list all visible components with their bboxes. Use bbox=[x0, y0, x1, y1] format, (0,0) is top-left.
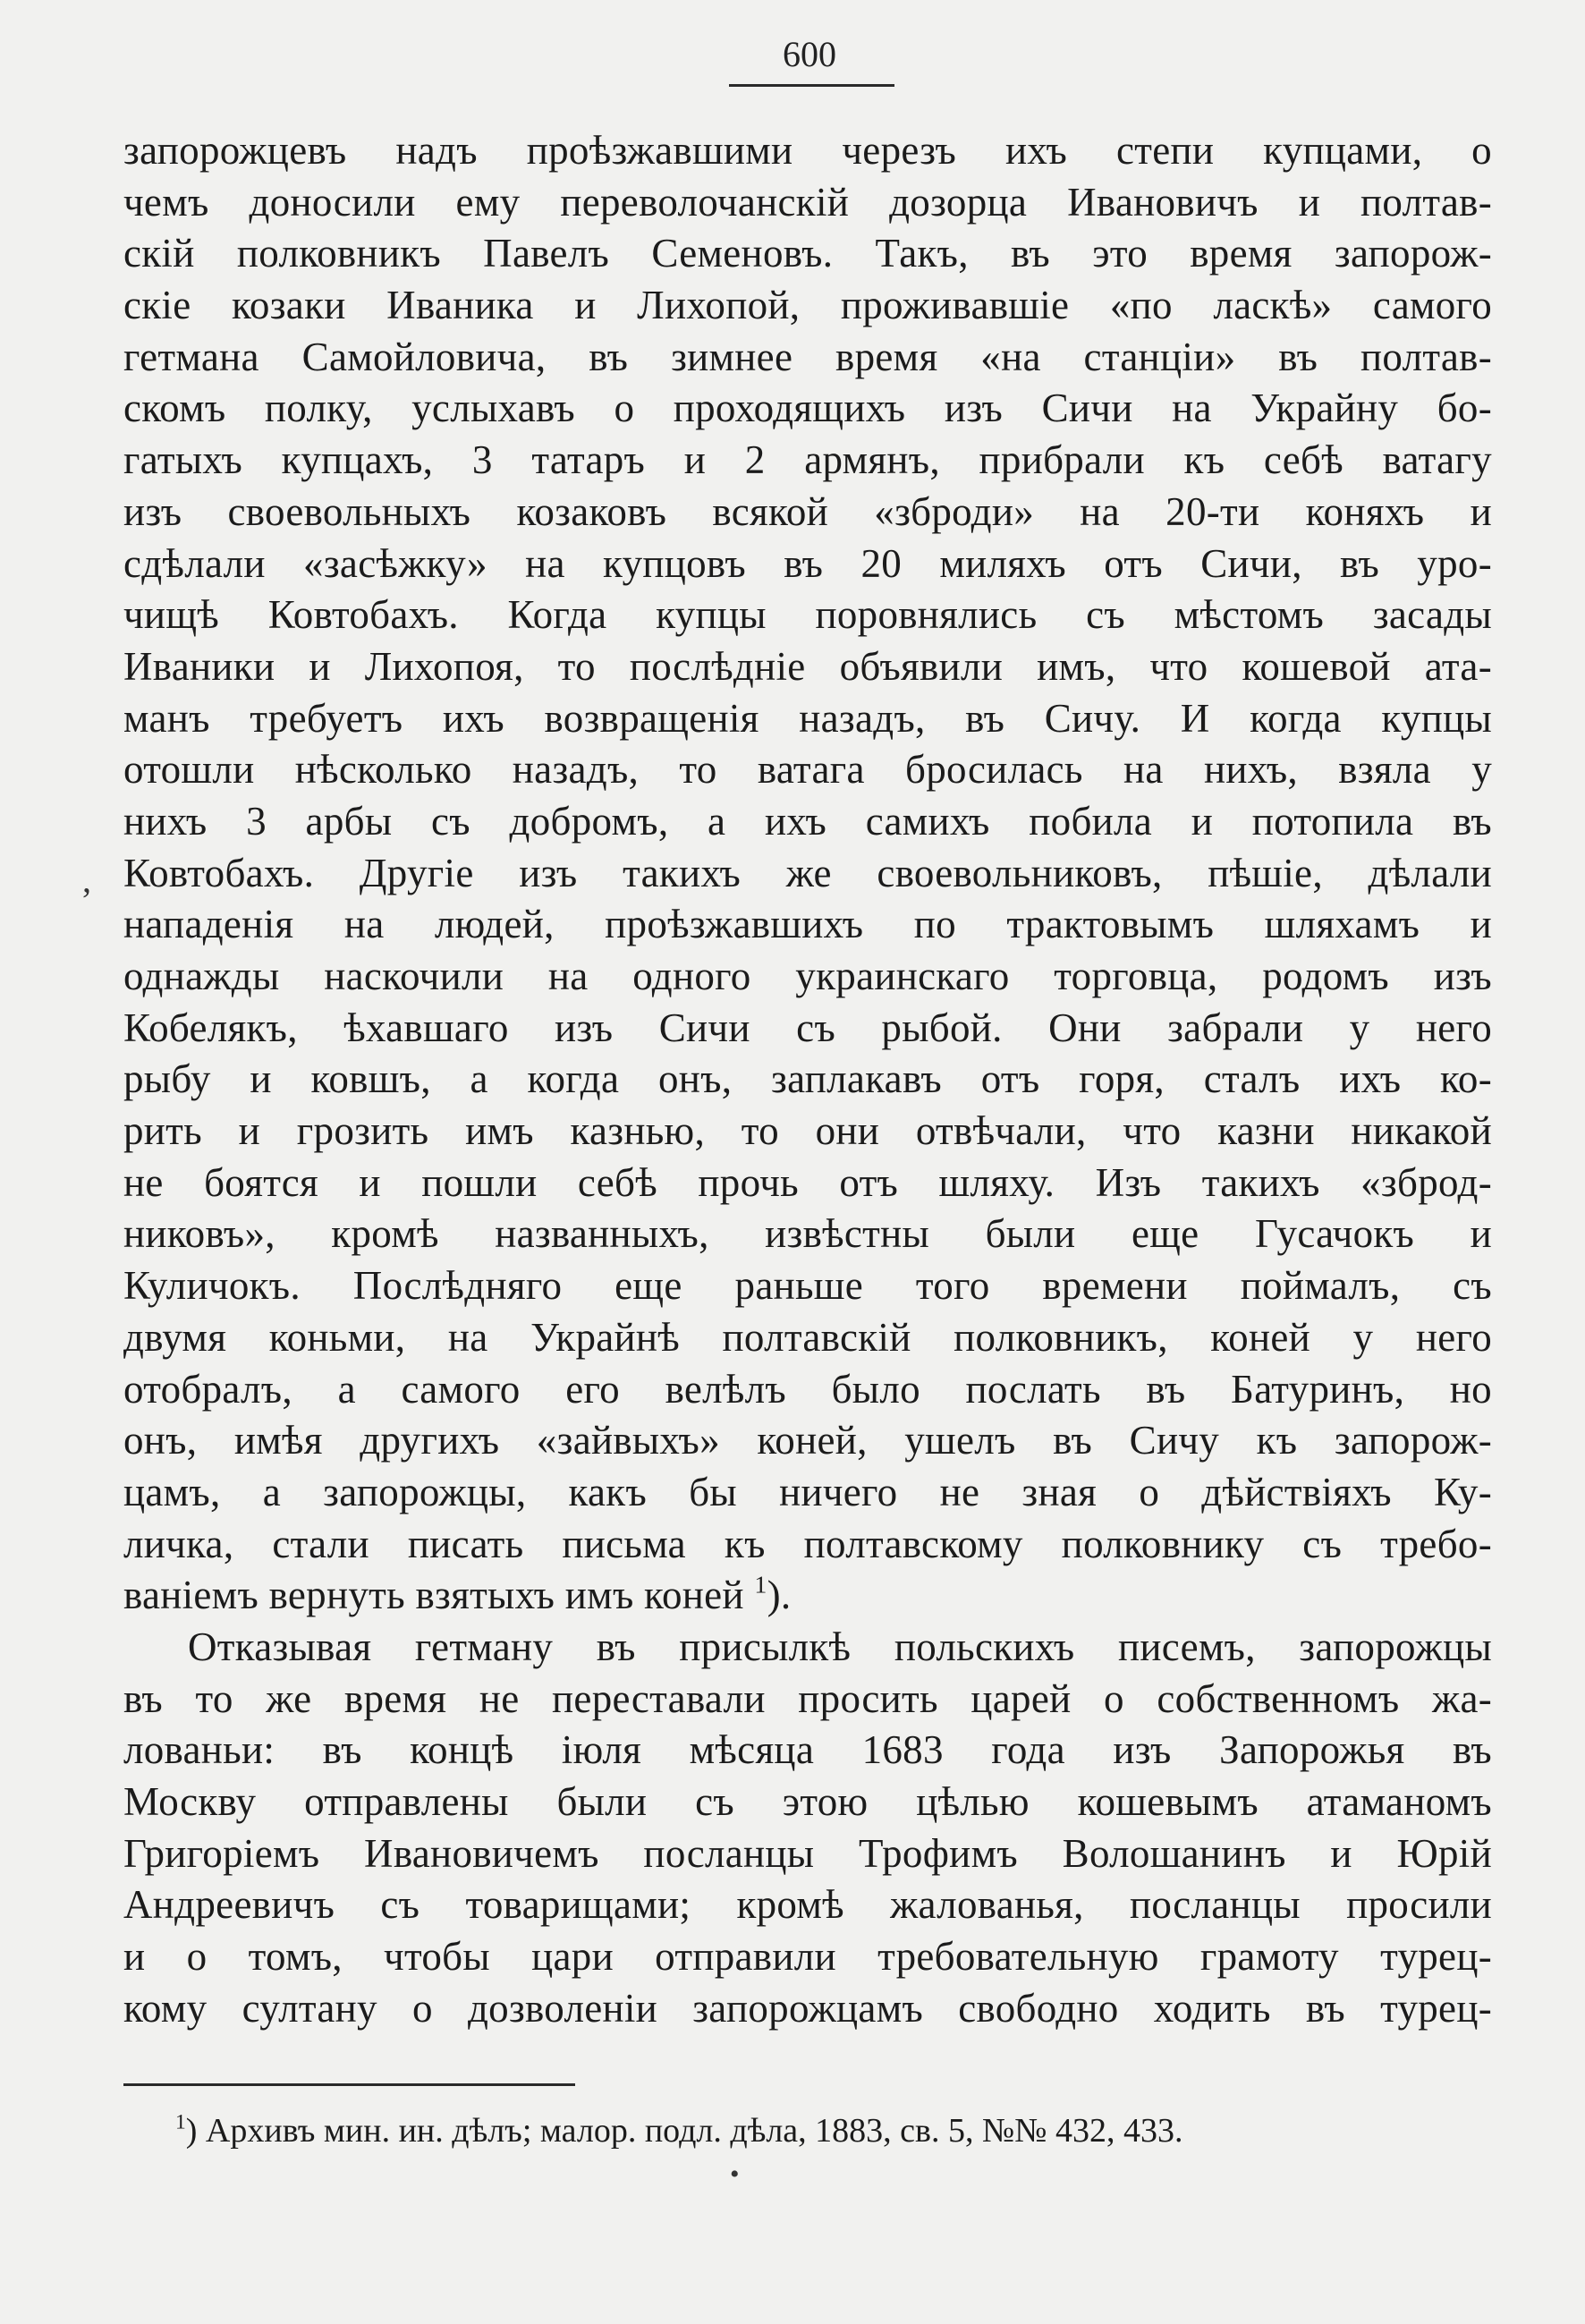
text-line: Кобелякъ, ѣхавшаго изъ Сичи съ рыбой. Они забрали у него bbox=[123, 1005, 1492, 1050]
text-line: не боятся и пошли себѣ прочь отъ шляху. Изъ такихъ «зброд- bbox=[123, 1159, 1492, 1205]
text-line: въ то же время не переставали просить царей о собственномъ жа- bbox=[123, 1675, 1492, 1721]
text-line: гатыхъ купцахъ, 3 татаръ и 2 армянъ, прибрали къ себѣ ватагу bbox=[123, 437, 1492, 483]
text-line: отошли нѣсколько назадъ, то ватага бросилась на нихъ, взяла у bbox=[123, 747, 1492, 793]
text-line: личка, стали писать письма къ полтавскому полковнику съ требо- bbox=[123, 1521, 1492, 1566]
text-line: онъ, имѣя другихъ «зайвыхъ» коней, ушелъ въ Сичу къ запорож- bbox=[123, 1418, 1492, 1463]
page-number: 600 bbox=[783, 34, 836, 74]
text-line: Иваники и Лихопоя, то послѣдніе объявили имъ, что кошевой ата- bbox=[123, 643, 1492, 689]
print-speck: • bbox=[730, 2159, 740, 2189]
text-line: двумя коньми, на Украйнѣ полтавскій полковникъ, коней у него bbox=[123, 1314, 1492, 1360]
text-line: Куличокъ. Послѣдняго еще раньше того времени поймалъ, съ bbox=[123, 1263, 1492, 1309]
text-line: запорожцевъ надъ проѣзжавшими черезъ ихъ степи купцами, о bbox=[123, 128, 1492, 173]
text-line: кому султану о дозволеніи запорожцамъ свободно ходить въ турец- bbox=[123, 1985, 1492, 2031]
text-line: чемъ доносили ему переволочанскій дозорца Ивановичъ и полтав- bbox=[123, 179, 1492, 225]
text-line: и о томъ, чтобы цари отправили требовательную грамоту турец- bbox=[123, 1934, 1492, 1980]
text-line: скомъ полку, услыхавъ о проходящихъ изъ Сичи на Украйну бо- bbox=[123, 386, 1492, 431]
paragraph-end-tail: ). bbox=[767, 1573, 792, 1618]
footnote-separator bbox=[123, 2083, 575, 2086]
footnote-marker: 1 bbox=[175, 2110, 186, 2134]
body-text bbox=[123, 125, 1492, 2034]
footnote-text: ) Архивъ мин. ин. дѣлъ; малор. подл. дѣла, 1883, св. 5, №№ 432, 433. bbox=[185, 2112, 1183, 2150]
text-line: скіе козаки Иваника и Лихопой, проживавшіе «по ласкѣ» самого bbox=[123, 283, 1492, 328]
paragraph-first-line: Отказывая гетману въ присылкѣ польскихъ писемъ, запорожцы bbox=[188, 1624, 1492, 1669]
text-line: манъ требуетъ ихъ возвращенія назадъ, въ Сичу. И когда купцы bbox=[123, 695, 1492, 741]
text-line: нихъ 3 арбы съ добромъ, а ихъ самихъ побила и потопила въ bbox=[123, 798, 1492, 844]
text-line: ваніемъ вернуть взятыхъ имъ коней bbox=[123, 1573, 744, 1618]
text-line: Москву отправлены были съ этою цѣлью кошевымъ атаманомъ bbox=[123, 1779, 1492, 1824]
text-line: нападенія на людей, проѣзжавшихъ по трактовымъ шляхамъ и bbox=[123, 902, 1492, 947]
text-line: Андреевичъ съ товарищами; кромѣ жалованья, посланцы просили bbox=[123, 1882, 1492, 1928]
text-line: цамъ, а запорожцы, какъ бы ничего не зная о дѣйствіяхъ Ку- bbox=[123, 1469, 1492, 1514]
page-number-underline bbox=[729, 84, 894, 87]
paragraph-end-line bbox=[123, 1570, 1492, 1622]
text-line: рить и грозить имъ казнью, то они отвѣчали, что казни никакой bbox=[123, 1108, 1492, 1154]
text-line: изъ своевольныхъ козаковъ всякой «зброди» на 20-ти коняхъ и bbox=[123, 488, 1492, 534]
text-line: скій полковникъ Павелъ Семеновъ. Такъ, въ это время запорож- bbox=[123, 231, 1492, 276]
text-line: Григоріемъ Ивановичемъ посланцы Трофимъ Волошанинъ и Юрій bbox=[123, 1830, 1492, 1876]
text-line: никовъ», кромѣ названныхъ, извѣстны были еще Гусачокъ и bbox=[123, 1211, 1492, 1257]
text-line: сдѣлали «засѣжку» на купцовъ въ 20 миляхъ отъ Сичи, въ уро- bbox=[123, 540, 1492, 586]
footnote-reference[interactable]: 1 bbox=[754, 1571, 767, 1599]
footnote bbox=[175, 2108, 1428, 2153]
text-line: однажды наскочили на одного украинскаго торговца, родомъ изъ bbox=[123, 954, 1492, 998]
text-line: лованьи: въ концѣ іюля мѣсяца 1683 года изъ Запорожья въ bbox=[123, 1727, 1492, 1773]
text-line: чищѣ Ковтобахъ. Когда купцы поровнялись съ мѣстомъ засады bbox=[123, 592, 1492, 638]
text-line: Ковтобахъ. Другіе изъ такихъ же своевольниковъ, пѣшіе, дѣлали bbox=[123, 850, 1492, 895]
text-line: рыбу и ковшъ, а когда онъ, заплакавъ отъ горя, сталъ ихъ ко- bbox=[123, 1056, 1492, 1102]
text-line: отобралъ, а самого его велѣлъ было послать въ Батуринъ, но bbox=[123, 1366, 1492, 1412]
margin-mark: , bbox=[82, 860, 91, 900]
text-line: гетмана Самойловича, въ зимнее время «на станціи» въ полтав- bbox=[123, 334, 1492, 379]
